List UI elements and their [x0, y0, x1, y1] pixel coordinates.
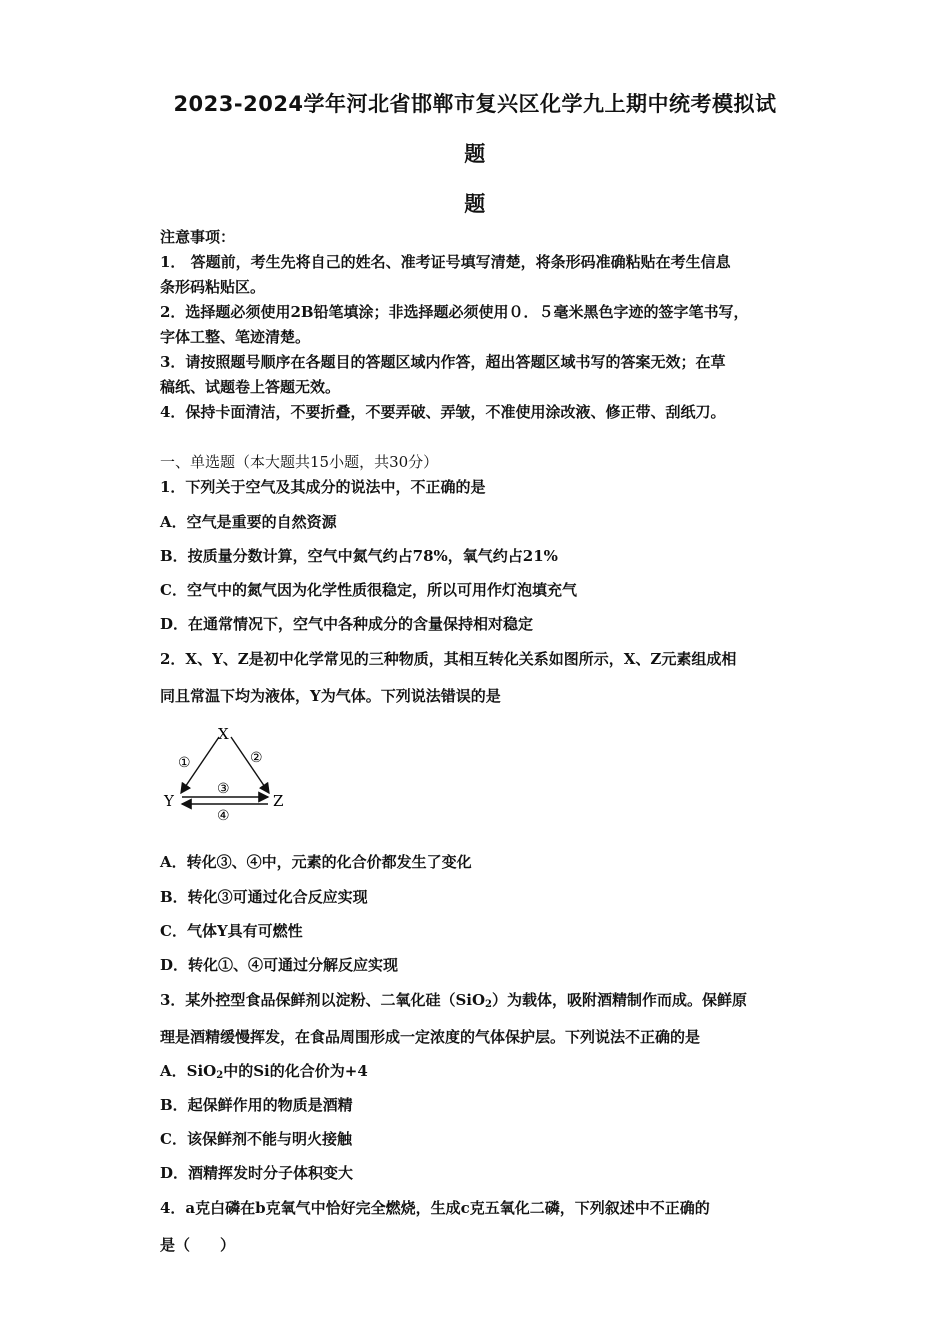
label-3: ③	[217, 781, 230, 797]
node-x: X	[218, 725, 229, 743]
q3-stem-part-b: ）为载体，吸附酒精制作而成。保鲜原	[492, 991, 748, 1009]
notice-item: 4．保持卡面清洁，不要折叠，不要弄破、弄皱，不准使用涂改液、修正带、刮纸刀。	[160, 403, 726, 421]
question-2-option-b: B．转化③可通过化合反应实现	[160, 888, 368, 906]
question-3-option-c: C．该保鲜剂不能与明火接触	[160, 1130, 352, 1148]
notice-heading: 注意事项：	[160, 228, 236, 246]
section-heading: 一、单选题（本大题共15小题，共30分）	[160, 453, 439, 471]
question-1-option-a: A．空气是重要的自然资源	[160, 513, 337, 531]
question-3-option-b: B．起保鲜作用的物质是酒精	[160, 1096, 353, 1114]
question-2-option-d: D．转化①、④可通过分解反应实现	[160, 956, 399, 974]
question-3-option-a	[160, 1061, 800, 1086]
notice-item: 字体工整、笔迹清楚。	[160, 328, 311, 346]
notice-item: 条形码粘贴区。	[160, 278, 266, 296]
label-1: ①	[178, 755, 191, 771]
label-4: ④	[217, 808, 230, 824]
notice-item: 1． 答题前，考生先将自己的姓名、准考证号填写清楚，将条形码准确粘贴在考生信息	[160, 253, 731, 271]
question-2-option-a: A．转化③、④中，元素的化合价都发生了变化	[160, 853, 472, 871]
question-2-stem-line-1: 2．X、Y、Z是初中化学常见的三种物质，其相互转化关系如图所示，X、Z元素组成相	[160, 650, 737, 668]
question-2-option-c: C．气体Y具有可燃性	[160, 922, 303, 940]
label-2: ②	[250, 750, 263, 766]
notice-item: 稿纸、试题卷上答题无效。	[160, 378, 341, 396]
question-1-stem: 1．下列关于空气及其成分的说法中，不正确的是	[160, 478, 486, 496]
question-3-option-d: D．酒精挥发时分子体积变大	[160, 1164, 354, 1182]
page-title-continued: 题	[464, 142, 486, 166]
conversion-diagram	[160, 720, 300, 830]
question-3-stem-line-1	[160, 990, 800, 1015]
q3-option-a-post: 中的Si的化合价为+4	[223, 1062, 368, 1080]
q3-option-a-pre: A．SiO	[160, 1062, 217, 1080]
question-4-stem-line-1: 4．a克白磷在b克氧气中恰好完全燃烧，生成c克五氧化二磷，下列叙述中不正确的	[160, 1199, 710, 1217]
q3-stem-subscript: 2	[485, 999, 493, 1010]
question-3-stem-line-2: 理是酒精缓慢挥发，在食品周围形成一定浓度的气体保护层。下列说法不正确的是	[160, 1028, 701, 1046]
question-4-stem-line-2: 是（ ）	[160, 1236, 236, 1254]
question-1-option-b: B．按质量分数计算，空气中氮气约占78%，氧气约占21%	[160, 547, 558, 565]
page-title-repeat: 题	[464, 192, 486, 216]
q3-stem-part-a: 3．某外控型食品保鲜剂以淀粉、二氧化硅（SiO	[160, 991, 486, 1009]
node-z: Z	[273, 792, 284, 810]
notice-item: 2．选择题必须使用2B铅笔填涂；非选择题必须使用０．５毫米黑色字迹的签字笔书写，	[160, 303, 749, 321]
q3-option-a-subscript: 2	[216, 1070, 224, 1081]
question-1-option-c: C．空气中的氮气因为化学性质很稳定，所以可用作灯泡填充气	[160, 581, 577, 599]
page-title: 2023-2024学年河北省邯郸市复兴区化学九上期中统考模拟试	[173, 92, 777, 116]
question-2-stem-line-2: 同且常温下均为液体，Y为气体。下列说法错误的是	[160, 687, 501, 705]
notice-item: 3．请按照题号顺序在各题目的答题区域内作答，超出答题区域书写的答案无效；在草	[160, 353, 726, 371]
question-1-option-d: D．在通常情况下，空气中各种成分的含量保持相对稳定	[160, 615, 534, 633]
node-y: Y	[164, 792, 174, 810]
